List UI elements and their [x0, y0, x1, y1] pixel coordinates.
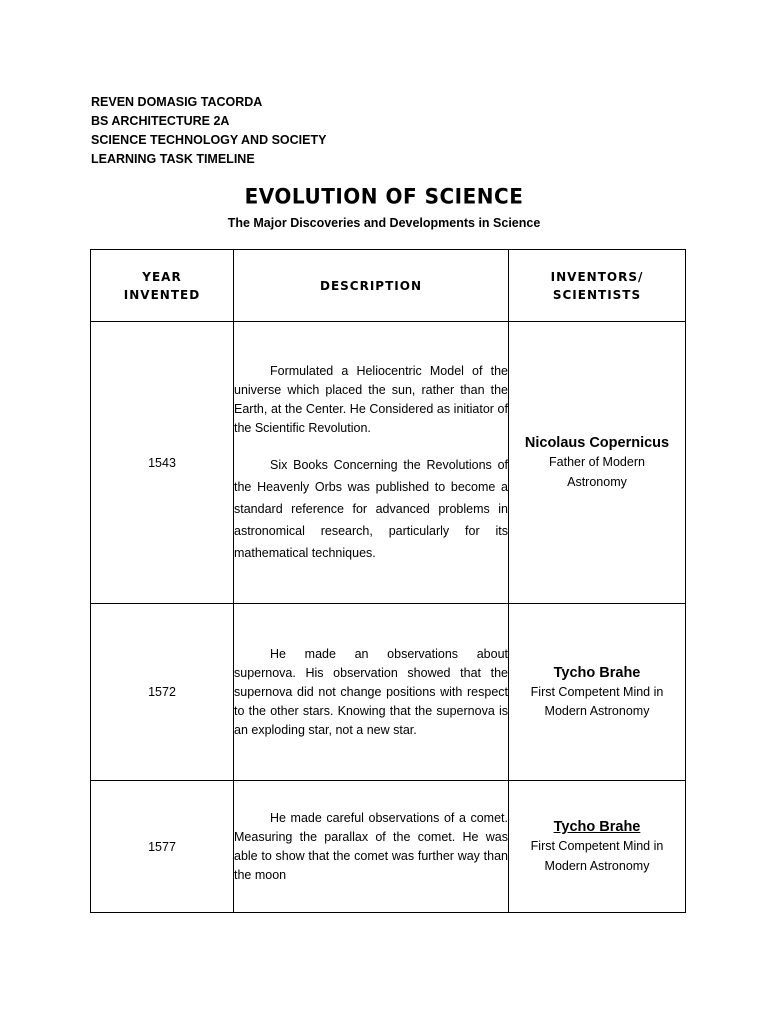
table-row [91, 322, 686, 604]
inventor-name: Tycho Brahe [553, 664, 641, 681]
description-cell [234, 322, 509, 604]
inventor-cell [509, 781, 686, 913]
inventor-role-line2: Astronomy [567, 474, 627, 489]
description-paragraph: Formulated a Heliocentric Model of the universe which placed the sun, rather than the Earth, at the Center. He Considered as initiator of the Scientific Revolution. [234, 363, 508, 435]
inventor-cell [509, 322, 686, 604]
header-inventors-line2: SCIENTISTS [552, 287, 642, 302]
year-cell: 1572 [91, 604, 234, 781]
header-inventors [509, 250, 686, 322]
inventor-role-line1: First Competent Mind in [530, 839, 664, 853]
table-row [91, 781, 686, 913]
year-cell: 1543 [91, 322, 234, 604]
header-description [234, 250, 509, 322]
timeline-table [90, 249, 686, 913]
header-inventors-line1: INVENTORS/ [550, 269, 644, 284]
description-cell [234, 781, 509, 913]
header-year-line2: INVENTED [123, 287, 201, 302]
description-cell [234, 604, 509, 781]
document-title: EVOLUTION OF SCIENCE [244, 183, 524, 209]
description-paragraph: He made careful observations of a comet. Measuring the parallax of the comet. He was able to show that the comet was further way than the moon [234, 810, 508, 882]
description-paragraph: He made an observations about supernova. His observation showed that the supernova did not change positions with respect to the other stars. Knowing that the supernova is an exploding star, not a new star. [234, 646, 508, 737]
inventor-role-line2: Modern Astronomy [544, 704, 650, 718]
author-name: REVEN DOMASIG TACORDA [91, 95, 263, 109]
inventor-name: Tycho Brahe [553, 819, 641, 835]
description-paragraph: Six Books Concerning the Revolutions of the Heavenly Orbs was published to become a standard reference for advanced problems in astronomical research, particularly for its mathematical techniques. [234, 457, 508, 560]
course-section: BS ARCHITECTURE 2A [91, 114, 230, 128]
inventor-name: Nicolaus Copernicus [524, 435, 670, 451]
author-header [91, 93, 326, 169]
header-year-line1: YEAR [142, 269, 182, 284]
header-year [91, 250, 234, 322]
table-header-row [91, 250, 686, 322]
inventor-cell [509, 604, 686, 781]
task-name: LEARNING TASK TIMELINE [91, 152, 255, 166]
inventor-role-line1: First Competent Mind in [530, 684, 664, 699]
inventor-role-line1: Father of Modern [549, 455, 645, 469]
table-row [91, 604, 686, 781]
subject-name: SCIENCE TECHNOLOGY AND SOCIETY [91, 133, 327, 147]
inventor-role-line2: Modern Astronomy [544, 858, 650, 873]
document-subtitle: The Major Discoveries and Developments in Science [227, 216, 541, 230]
year-cell: 1577 [91, 781, 234, 913]
header-description-label: DESCRIPTION [319, 278, 422, 293]
